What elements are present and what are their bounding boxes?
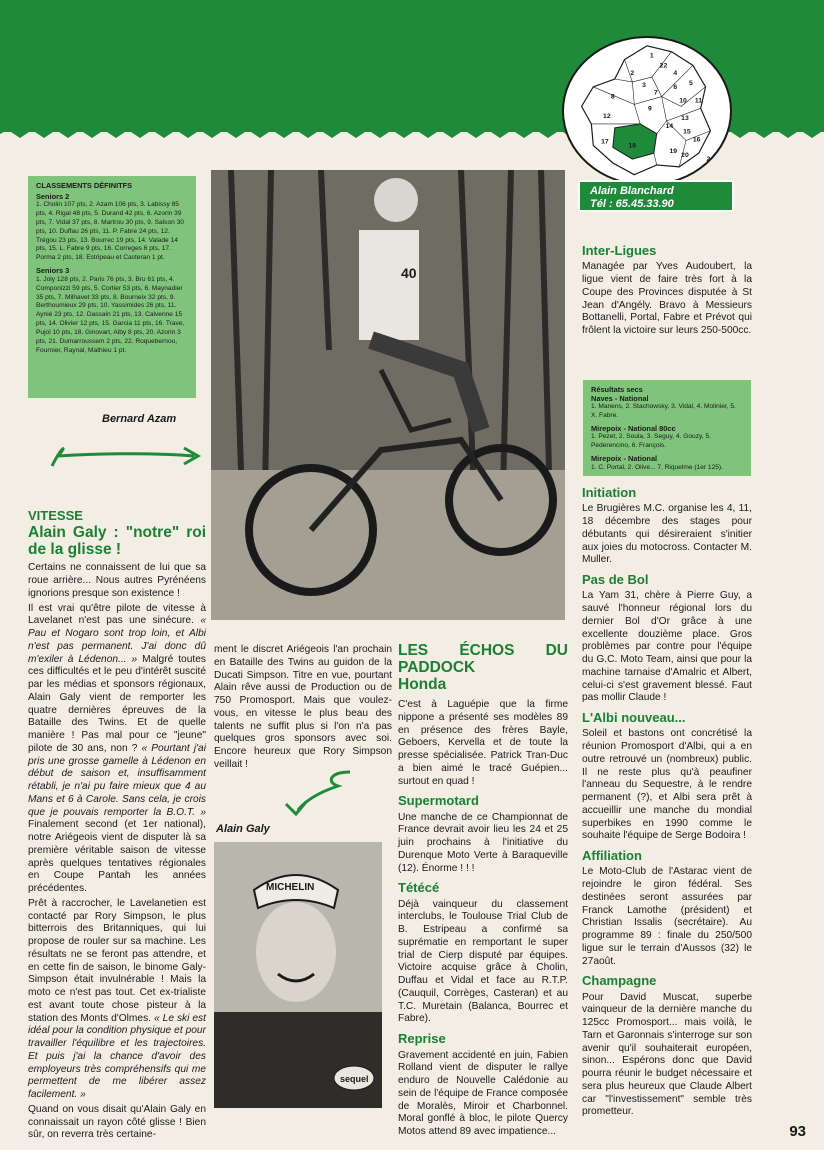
vitesse-article <box>28 508 206 1144</box>
classements-title: CLASSEMENTS DÉFINITFS <box>36 181 133 190</box>
cap-brand-text: MICHELIN <box>266 882 315 893</box>
mirepoix-results: 1. C. Portal, 2. Olive... 7. Riquelme (1er 125). <box>591 463 723 471</box>
champagne-text: Pour David Muscat, superbe vainqueur de la dernière manche du 125cc Promosport... mais voilà, le Tarn et Garonnais s'interroge sur son avenir qu'il souhaiterait européen, sinon... Espérons donc que David pourra réunir le budget nécessaire et sera plus heureux que Claude Albert car "l'investissement" semble très prometteur. <box>582 991 752 1118</box>
vitesse-quote: « Le ski est idéal pour la condition physique et pour travailler l'équilibre et les trajectoires. Et puis j'ai la chance d'avoir des employeurs très compréhensifs qui me permettent de me libérer assez facilement. » <box>28 1012 206 1101</box>
vitesse-text: Finalement second (et 1er national), notre Ariégeois vient de disputer là sa première véritable saison de vitesse après quelques tentatives régionales en Coupe Pantah les années précédentes. <box>28 819 206 895</box>
region-number: 7 <box>653 89 658 97</box>
region-number: 3 <box>642 81 646 89</box>
region-number: 5 <box>688 79 693 87</box>
vitesse-continued: ment le discret Ariégeois l'an prochain en Bataille des Twins au guidon de la Ducati Simpson. Titre en vue, pourtant Alain rêve aussi de Production ou de 750 Promosport. Mais que voulez-vous, en vitesse le plus beau des talents ne suffit plus si l'on n'a pas quelques gros sponsors avec soi. Encore heureux que Rory Simpson veillait ! <box>214 644 392 770</box>
naves-title: Naves - National <box>591 393 649 403</box>
region-number: 19 <box>669 148 678 156</box>
vitesse-paragraph <box>28 603 206 896</box>
bib-number: 40 <box>401 265 417 281</box>
region-number: 16 <box>692 136 701 144</box>
region-number: 17 <box>601 138 609 146</box>
honda-text: C'est à Laguépie que la firme nippone a présenté ses modèles 89 en présence des frères Bayle, Geboers, Kervella et de toute la presse spécialisée. Patrick Tran-Duc a bien aimé le tracé Guépien... surtout en quad ! <box>398 699 568 787</box>
region-number: 13 <box>681 115 689 123</box>
region-number: 4 <box>673 70 678 78</box>
vitesse-text: Il est vrai qu'être pilote de vitesse à Lavelanet n'est pas une sinécure. <box>28 602 206 627</box>
region-number: 9 <box>647 105 652 113</box>
photo-alain-galy-portrait <box>214 842 382 1108</box>
albi-text: Soleil et bastons ont concrétisé la réunion Promosport d'Albi, qui a en outre retrouvé un (nombreux) public. Il ne reste plus qu'à peaufiner l'anneau du Sequestre, à le rendre permanent (?), et Albi sera prêt à accueillir une manche du mondial superbikes en 1990 comme le souhaite l'équipe de Serge Bodoira ! <box>582 728 752 842</box>
region-number: 2 <box>630 70 635 78</box>
region-number: 21 <box>706 156 715 164</box>
resultats-secs-box <box>583 380 751 476</box>
honda-subtitle: Honda <box>398 676 447 694</box>
region-number: 18 <box>628 142 637 150</box>
caption-bernard-azam: Bernard Azam <box>102 413 177 425</box>
seniors3-results: 1. Joly 128 pts, 2. Paris 76 pts, 3. Bru 61 pts, 4. Componizzi 59 pts, 5. Cortier 53 pts, 6. Maynadier 35 pts, 7. Milhavet 33 pts, 8. Bourneix 32 pts, 9. Berthoumieux 29 pts, 10. Yassimides 26 pts, 11. Aynié 23 pts, 12. Dassain 21 pts, 13. Calvenne 15 pts, 14. Olivier 12 pts, 15. Garcia 11 pts, 16. Trave, Pujol 10 pts, 18. Ginovart, Alby 8 pts, 20. Azorin 3 pts, 21. Dumarroussem 2 pts, 22. Roquebernou, Fournier, Raynal, Mathieu 1 pt. <box>36 275 185 354</box>
region-number: 20 <box>681 152 689 160</box>
region-number: 22 <box>659 62 668 70</box>
contact-box <box>578 180 734 212</box>
contact-phone: Tél : 65.45.33.90 <box>590 198 674 211</box>
reprise-text: Gravement accidenté en juin, Fabien Rolland vient de disputer le rallye enduro de Nouvelle Calédonie au sein de l'équipe de France composée de Moralès, Miroir et Charbonnel. Moral gonflé à bloc, le pilote Quercy Motos attend 89 avec impatience... <box>398 1049 568 1138</box>
region-number: 1 <box>649 52 654 60</box>
affiliation-title: Affiliation <box>582 848 642 864</box>
vitesse-quote: « Pourtant j'ai pris une grosse gamelle à Lédenon en début de saison et, insuffisamment rétabli, je n'ai pu faire mieux que 4 au Mans et 6 à Carole. Sans cela, je crois que je pouvais remporter la B.O.T. » <box>28 742 206 818</box>
seniors3-title: Seniors 3 <box>36 266 70 276</box>
region-number: 14 <box>665 122 674 130</box>
reprise-title: Reprise <box>398 1031 446 1047</box>
champagne-title: Champagne <box>582 973 657 989</box>
vitesse-paragraph: Certains ne connaissent de lui que sa roue arrière... Nous autres Pyrénéens ignorions presque son existence ! <box>28 562 206 599</box>
region-number: 11 <box>694 97 703 105</box>
vitesse-quote: « Pau et Nogaro sont trop loin, et Albi n'est pas permanent. J'ai donc dû m'exiler à Lédenon... » <box>28 615 206 665</box>
region-map-circle <box>562 36 732 186</box>
initiation-text: Le Brugières M.C. organise les 4, 11, 18 décembre des stages pour débutants qui désireraient s'initier aux joies du motocross. Contacter M. Muller. <box>582 503 752 566</box>
seniors2-results: 1. Cholin 107 pts, 2. Azam 106 pts, 3. Labissy 85 pts, 4. Rigal 48 pts, 5. Durand 42 pts, 6. Azorin 39 pts, 7. Vidal 37 pts, 8. Martrou 30 pts, 9. Salson 30 pts, 10. Duffau 26 pts, 11. P. Fabre 24 pts, 12. Trégou 23 pts, 13. Bourrec 19 pts, 14. Valade 14 pts, 15. L. Fabre 9 pts, 16. Correges 6 pts, 17. Porma 2 pts, 18. Estripeau et Casteran 1 pt. <box>36 201 184 262</box>
vitesse-paragraph: Quand on vous disait qu'Alain Galy en connaissait un rayon côté glisse ! Bien sûr, on reverra très certaine- <box>28 1103 206 1141</box>
mirepoix80-results: 1. Pezet, 2. Soula, 3. Seguy, 4. Gouzy, 5. Pederencino, 6. François. <box>591 433 711 450</box>
tetece-text: Déjà vainqueur du classement interclubs, le Toulouse Trial Club de B. Estripeau a confirmé sa suprématie en remportant le super trial de Cierp disputé par équipes. Victoire acquise grâce à Cholin, Duffau et Vidal et face au R.T.P. (Cauquil, Corrèges, Casteran) et au T.C. Muretain (Balanca, Bourrec et Fabre). <box>398 898 568 1025</box>
right-column-bottom <box>582 486 752 1121</box>
region-number: 12 <box>603 113 611 121</box>
vitesse-kicker: VITESSE <box>28 508 83 523</box>
vitesse-paragraph <box>28 898 206 1102</box>
vitesse-title: Alain Galy : "notre" roi de la glisse ! <box>28 524 206 559</box>
arrow-down-icon <box>280 768 356 818</box>
pasdebol-text: La Yam 31, chère à Pierre Guy, a sauvé l'honneur régional lors du dernier Bol d'Or grâce à une excellente douzième place. Gros problèmes par contre pour l'équipe du G.C. Moto Team, ainsi que pour la machine tarnaise d'Amalric et Albert, celui-ci s'est gravement blessé. Faut pas mollir Claude ! <box>582 590 752 704</box>
region-number: 15 <box>683 128 691 136</box>
photo-bernard-azam-trial-bike <box>211 170 565 620</box>
mirepoix-title: Mirepoix - National <box>591 454 658 464</box>
echos-title: LES ÉCHOS DU PADDOCK <box>398 642 568 677</box>
supermotard-text: Une manche de ce Championnat de France devrait avoir lieu les 24 et 25 juin prochains à l'initiative du Durenque Moto Verte à Baraqueville (12). Énorme ! ! ! <box>398 811 568 874</box>
caption-alain-galy: Alain Galy <box>216 823 270 835</box>
affiliation-text: Le Moto-Club de l'Astarac vient de rejoindre le giron fédéral. Ses destinées seront assurées par Franck Lamothe (président) et Christian Issalis (secrétaire). Au programme 89 : finale du 250/500 ligue sur le terrain d'Aussos (32) le 27août. <box>582 866 752 967</box>
seniors2-title: Seniors 2 <box>36 191 70 201</box>
france-region-map <box>564 38 730 184</box>
page-number: 93 <box>789 1123 806 1140</box>
echos-paddock-column <box>398 642 568 1141</box>
initiation-title: Initiation <box>582 485 637 500</box>
vitesse-text: Malgré toutes ces difficultés et le peu d'intérêt suscité par les médias et sponsors régionaux, Alain Galy vient de remporter les quatre dernières épreuves de la Bataille des Twins. Et de quelle manière ! Pas mal pour ce "jeune" pilote de 30 ans, non ? <box>28 653 206 754</box>
contact-name: Alain Blanchard <box>590 185 674 197</box>
right-column-top <box>582 244 752 340</box>
region-number: 6 <box>673 83 678 91</box>
pasdebol-title: Pas de Bol <box>582 572 649 588</box>
region-number: 10 <box>679 97 687 105</box>
resultats-title: Résultats secs <box>591 385 643 394</box>
mirepoix80-title: Mirepoix - National 80cc <box>591 423 676 433</box>
interligues-text: Managée par Yves Audoubert, la ligue vient de faire très fort à la Coupe des Provinces disputée à St Jean d'Angély. Bravo à Messieurs Bottanelli, Portal, Fabre et Prévot qui frôlent la victoire sur leurs 250-500cc. <box>582 261 752 337</box>
interligues-title: Inter-Ligues <box>582 243 657 258</box>
vitesse-text: Prêt à raccrocher, le Lavelanetien est contacté par Rory Simpson, le plus bitterrois des Britanniques, qui lui propose de rouler sur sa machine. Les résultats ne se feront pas attendre, et en cette fin de saison, le binome Galy-Simpson était invulnérable ! Mais la moto ce n'est pas tout. Cet ex-trialiste est avant toute chose pisteur à la station des Monts d'Olmes. <box>28 897 206 1024</box>
supermotard-title: Supermotard <box>398 793 479 809</box>
naves-results: 1. Manens, 2. Stachowsky, 3. Vidal, 4. Molinier, 5. X. Fabre. <box>591 403 736 419</box>
region-number: 8 <box>610 93 615 101</box>
classements-box <box>28 176 196 398</box>
arrow-right-icon <box>48 440 204 470</box>
jacket-patch-text: sequel <box>340 1074 369 1084</box>
tetece-title: Tétécé <box>398 880 440 896</box>
albi-title: L'Albi nouveau... <box>582 710 686 726</box>
